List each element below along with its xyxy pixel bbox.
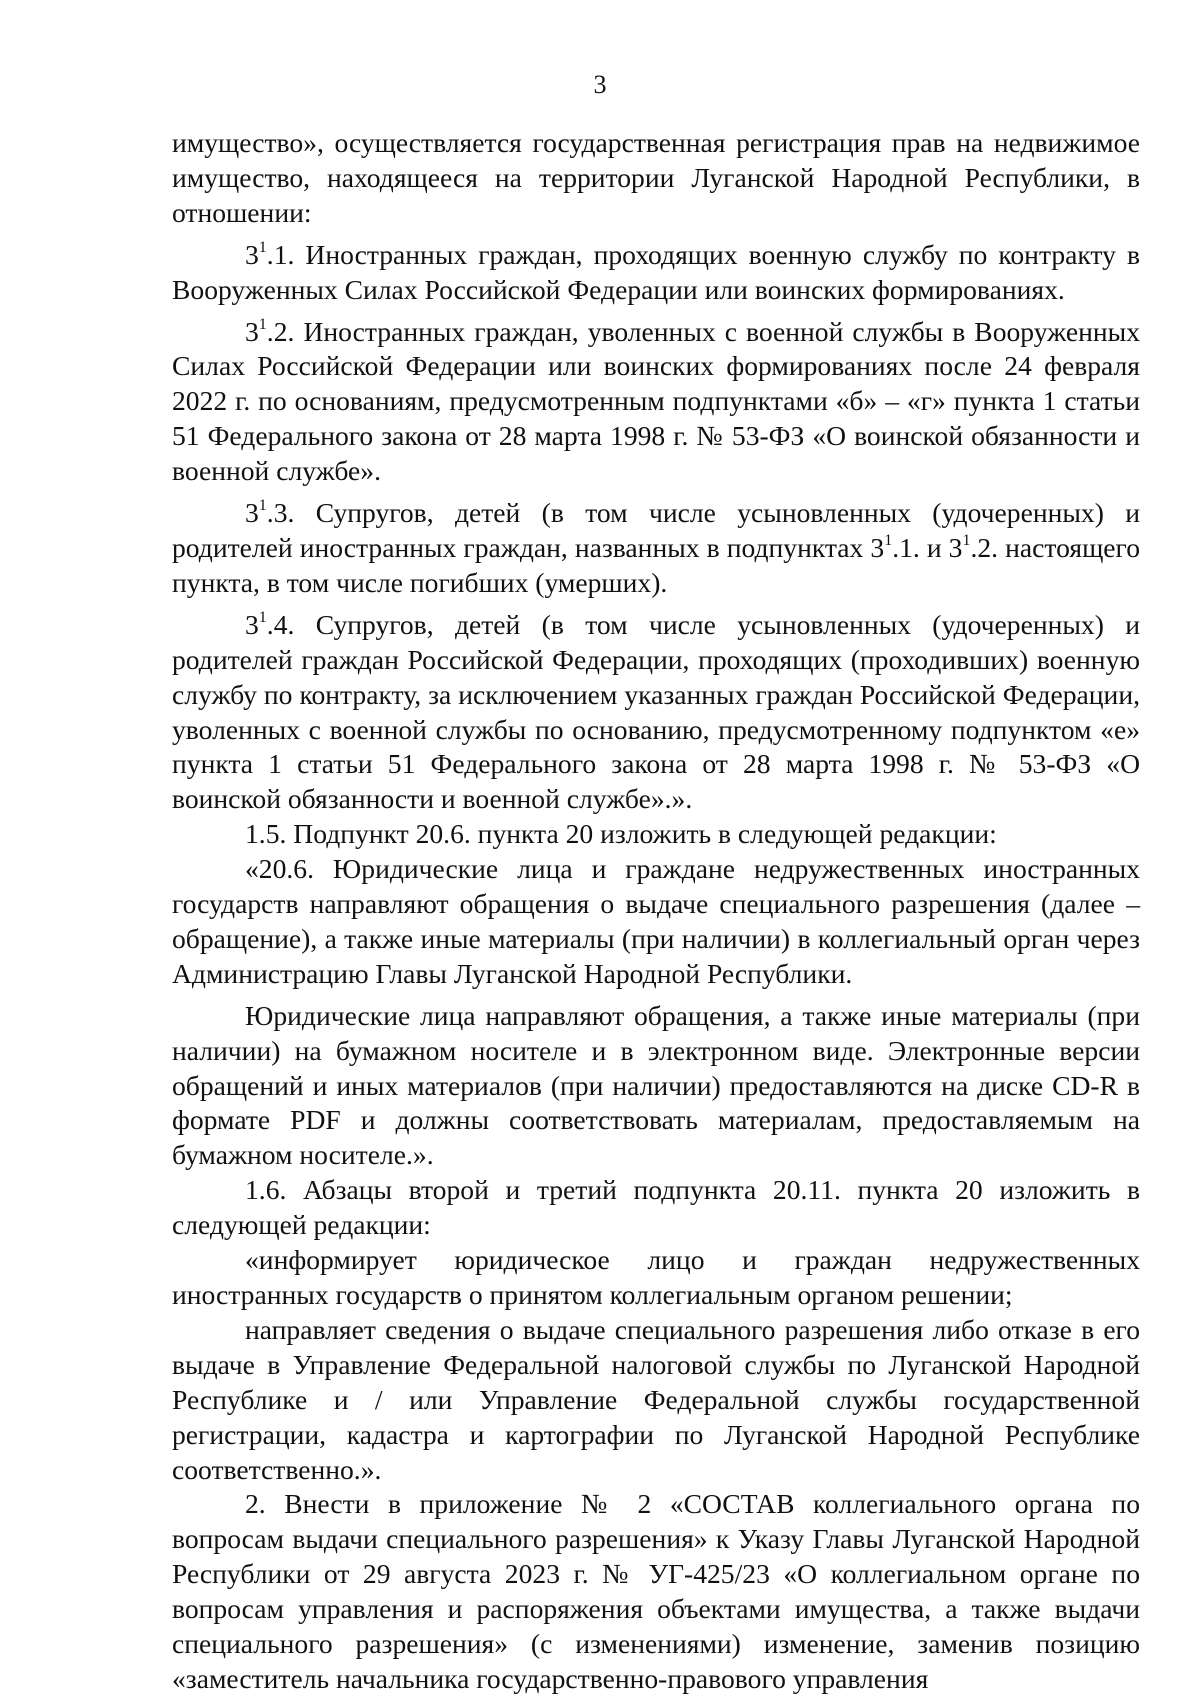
paragraph-text: .2. настоящего пункта, в том числе погибших (умерших). — [172, 531, 1140, 598]
paragraph-text: Юридические лица направляют обращения, а также иные материалы (при наличии) на бумажном носителе и в электронном виде. Электронные версии обращений и иных материалов (при наличии) предоставляются на диске CD-R в формате PDF и должны соответствовать материалам, предоставляемым на бумажном носителе.». — [172, 999, 1140, 1171]
paragraph-text: .3. Супругов, детей (в том числе усыновленных (удочеренных) и родителей иностранных граждан, названных в подпунктах 3 — [172, 497, 1140, 563]
superscript: 1 — [258, 608, 267, 626]
paragraph-text: 2. Внести в приложение № 2 «СОСТАВ коллегиального органа по вопросам выдачи специального разрешения» к Указу Главы Луганской Народной Республики от 29 августа 2023 г. № УГ-425/23 «О коллегиальном органе по вопросам управления и распоряжения объектами имущества, а также выдачи специального разрешения» (с изменениями) изменение, заменив позицию «заместитель начальника государственно-правового управления — [172, 1488, 1140, 1694]
paragraph-text: «20.6. Юридические лица и граждане недружественных иностранных государств направляют обращения о выдаче специального разрешения (далее – обращение), а также иные материалы (при наличии) в коллегиальный орган через Администрацию Главы Луганской Народной Республики. — [172, 853, 1140, 989]
paragraph — [172, 496, 1140, 601]
paragraph-text: направляет сведения о выдаче специального разрешения либо отказе в его выдаче в Управление Федеральной налоговой службы по Луганской Народной Республике и / или Управление Федеральной службы государственной регистрации, кадастра и картографии по Луганской Народной Республике соответственно.». — [172, 1313, 1140, 1485]
paragraph-text: .1. и 3 — [892, 531, 963, 563]
paragraph-text: 3 — [245, 497, 259, 529]
superscript: 1 — [258, 238, 267, 256]
paragraph — [172, 852, 1140, 992]
paragraph — [172, 817, 1140, 852]
paragraph — [172, 1487, 1140, 1696]
superscript: 1 — [258, 497, 267, 515]
paragraph — [172, 608, 1140, 817]
paragraph — [172, 238, 1140, 308]
paragraph-text: 1.5. Подпункт 20.6. пункта 20 изложить в следующей редакции: — [245, 818, 997, 850]
superscript: 1 — [258, 315, 267, 333]
paragraph-text: .2. Иностранных граждан, уволенных с военной службы в Вооруженных Силах Российской Федерации или воинских формированиях после 24 февраля 2022 г. по основаниям, предусмотренным подпунктами «б» – «г» пункта 1 статьи 51 Федерального закона от 28 марта 1998 г. № 53-ФЗ «О воинской обязанности и военной службе». — [172, 315, 1140, 487]
paragraph-text: .1. Иностранных граждан, проходящих военную службу по контракту в Вооруженных Силах Российской Федерации или воинских формированиях. — [172, 238, 1140, 305]
superscript: 1 — [884, 531, 893, 549]
superscript: 1 — [962, 531, 971, 549]
paragraph-text: 3 — [245, 315, 259, 347]
paragraph — [172, 315, 1140, 490]
paragraph — [172, 1243, 1140, 1313]
paragraph — [172, 126, 1140, 231]
paragraph — [172, 1173, 1140, 1243]
paragraph-text: 3 — [245, 608, 259, 640]
paragraph-text: «информирует юридическое лицо и граждан недружественных иностранных государств о принятом коллегиальным органом решении; — [172, 1244, 1140, 1310]
paragraph-text: 3 — [245, 238, 259, 270]
paragraph-text: .4. Супругов, детей (в том числе усыновленных (удочеренных) и родителей граждан Российской Федерации, проходящих (проходивших) военную службу по контракту, за исключением указанных граждан Российской Федерации, уволенных с военной службы по основанию, предусмотренному подпунктом «е» пункта 1 статьи 51 Федерального закона от 28 марта 1998 г. № 53-ФЗ «О воинской обязанности и военной службе».». — [172, 608, 1140, 815]
page-number: 3 — [593, 70, 607, 99]
paragraph — [172, 999, 1140, 1174]
paragraph-text: имущество», осуществляется государственная регистрация прав на недвижимое имущество, находящееся на территории Луганской Народной Республики, в отношении: — [172, 127, 1140, 228]
paragraph-text: 1.6. Абзацы второй и третий подпункта 20.11. пункта 20 изложить в следующей редакции: — [172, 1174, 1140, 1241]
document-body — [172, 126, 1140, 1697]
paragraph — [172, 1313, 1140, 1488]
